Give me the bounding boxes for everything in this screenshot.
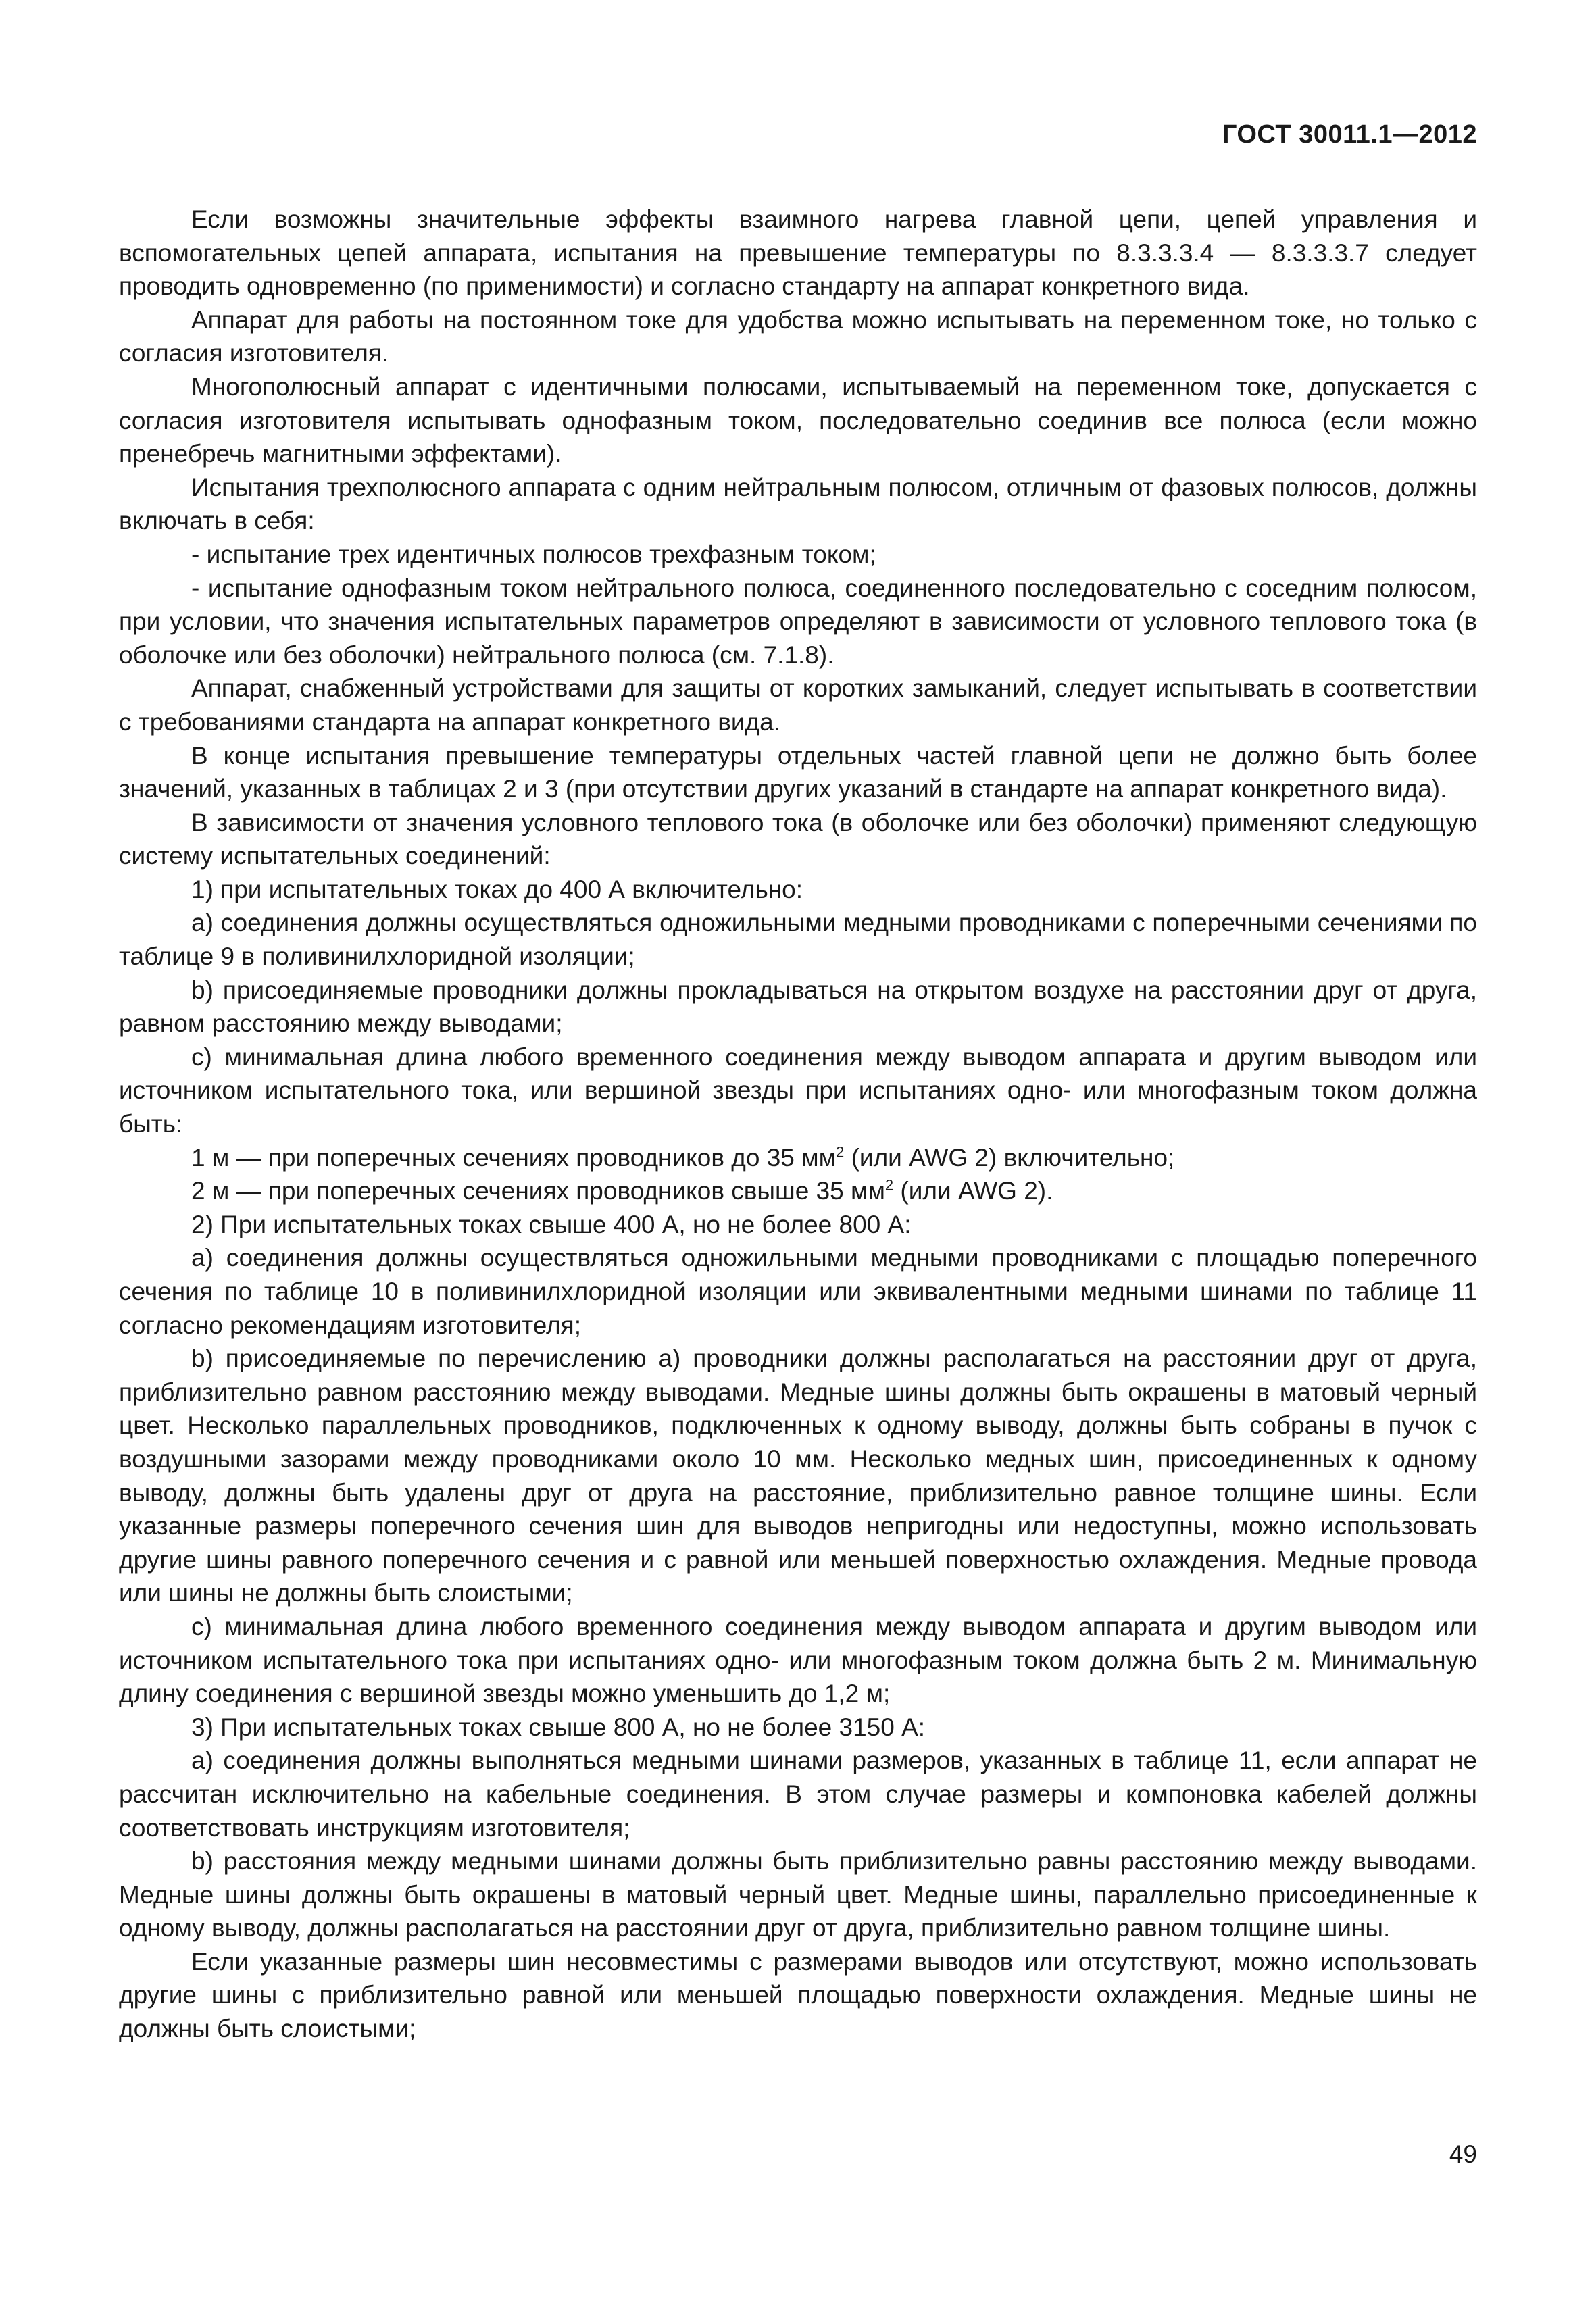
list-item: b) расстояния между медными шинами должны быть приблизительно равны расстоянию между выводами. Медные шины должны быть окрашены в матовый черный цвет. Медные шины, параллельно присоединенные к одному выводу, должны располагаться на расстоянии друг от друга, приблизительно равном толщине шины.	[119, 1847, 1477, 1942]
paragraph: Аппарат для работы на постоянном токе для удобства можно испытывать на переменном токе, но только с согласия изготовителя.	[119, 305, 1477, 368]
paragraph: Испытания трехполюсного аппарата с одним нейтральным полюсом, отличным от фазовых полюсов, должны включать в себя:	[119, 473, 1477, 535]
list-item: 3) При испытательных токах свыше 800 А, но не более 3150 А:	[191, 1713, 926, 1741]
list-item: - испытание трех идентичных полюсов трехфазным током;	[191, 540, 876, 568]
paragraph: Если возможны значительные эффекты взаимного нагрева главной цепи, цепей управления и вспомогательных цепей аппарата, испытания на превышение температуры по 8.3.3.3.4 — 8.3.3.3.7 следует проводить одновременно (по применимости) и согласно стандарту на аппарат конкретного вида.	[119, 205, 1477, 301]
page-number: 49	[1449, 2140, 1477, 2168]
paragraph: Многополюсный аппарат с идентичными полюсами, испытываемый на переменном токе, допускается с согласия изготовителя испытывать однофазным током, последовательно соединив все полюса (если можно пренебречь магнитными эффектами).	[119, 372, 1477, 468]
document-header: ГОСТ 30011.1—2012	[1222, 120, 1477, 149]
paragraph: Если указанные размеры шин несовместимы с размерами выводов или отсутствуют, можно использовать другие шины с приблизительно равной или меньшей площадью поверхности охлаждения. Медные шины не должны быть слоистыми;	[119, 1947, 1477, 2043]
paragraph: Аппарат, снабженный устройствами для защиты от коротких замыканий, следует испытывать в соответствии с требованиями стандарта на аппарат конкретного вида.	[119, 674, 1477, 736]
superscript: 2	[884, 1176, 894, 1194]
paragraph: В конце испытания превышение температуры отдельных частей главной цепи не должно быть более значений, указанных в таблицах 2 и 3 (при отсутствии других указаний в стандарте на аппарат конкретного вида).	[119, 741, 1477, 803]
list-item: a) соединения должны осуществляться одножильными медными проводниками с площадью поперечного сечения по таблице 10 в поливинилхлоридной изоляции или эквивалентными медными шинами по таблице 11 согласно рекомендациям изготовителя;	[119, 1244, 1477, 1339]
list-item: c) минимальная длина любого временного соединения между выводом аппарата и другим выводом или источником испытательного тока при испытаниях одно- или многофазным током должна быть 2 м. Минимальную длину соединения с вершиной звезды можно уменьшить до 1,2 м;	[119, 1612, 1477, 1708]
list-item: c) минимальная длина любого временного соединения между выводом аппарата и другим выводом или источником испытательного тока, или вершиной звезды при испытаниях одно- или многофазным током должна быть:	[119, 1042, 1477, 1138]
length-rule-text: 1 м — при поперечных сечениях проводников до 35 мм	[191, 1143, 837, 1172]
list-item: a) соединения должны выполняться медными шинами размеров, указанных в таблице 11, если аппарат не рассчитан исключительно на кабельные соединения. В этом случае размеры и компоновка кабелей должны соответствовать инструкциям изготовителя;	[119, 1746, 1477, 1842]
list-item: a) соединения должны осуществляться одножильными медными проводниками с поперечными сечениями по таблице 9 в поливинилхлоридной изоляции;	[119, 909, 1477, 971]
length-rule-1m	[119, 1141, 1477, 1175]
list-item: b) присоединяемые по перечислению a) проводники должны располагаться на расстоянии друг от друга, приблизительно равном расстоянию между выводами. Медные шины должны быть окрашены в матовый черный цвет. Несколько параллельных проводников, подключенных к одному выводу, должны быть собраны в пучок с воздушными зазорами между проводниками около 10 мм. Несколько медных шин, присоединенных к одному выводу, должны быть удалены друг от друга на расстояние, приблизительно равное толщине шины. Если указанные размеры поперечного сечения шин для выводов непригодны или недоступны, можно использовать другие шины равного поперечного сечения и с равной или меньшей поверхностью охлаждения. Медные провода или шины не должны быть слоистыми;	[119, 1344, 1477, 1607]
length-rule-text: 2 м — при поперечных сечениях проводников свыше 35 мм	[191, 1177, 885, 1205]
superscript: 2	[836, 1143, 845, 1161]
document-body	[119, 203, 1477, 2046]
list-item: 2) При испытательных токах свыше 400 А, но не более 800 А:	[191, 1210, 912, 1238]
list-item: b) присоединяемые проводники должны прокладываться на открытом воздухе на расстоянии друг от друга, равном расстоянию между выводами;	[119, 976, 1477, 1038]
list-item: 1) при испытательных токах до 400 А включительно:	[191, 875, 803, 903]
length-rule-text: (или AWG 2).	[893, 1177, 1053, 1205]
paragraph: В зависимости от значения условного теплового тока (в оболочке или без оболочки) применяют следующую систему испытательных соединений:	[119, 808, 1477, 870]
length-rule-text: (или AWG 2) включительно;	[844, 1143, 1175, 1172]
list-item: - испытание однофазным током нейтрального полюса, соединенного последовательно с соседним полюсом, при условии, что значения испытательных параметров определяют в зависимости от условного теплового тока (в оболочке или без оболочки) нейтрального полюса (см. 7.1.8).	[119, 574, 1477, 669]
length-rule-2m	[119, 1174, 1477, 1208]
